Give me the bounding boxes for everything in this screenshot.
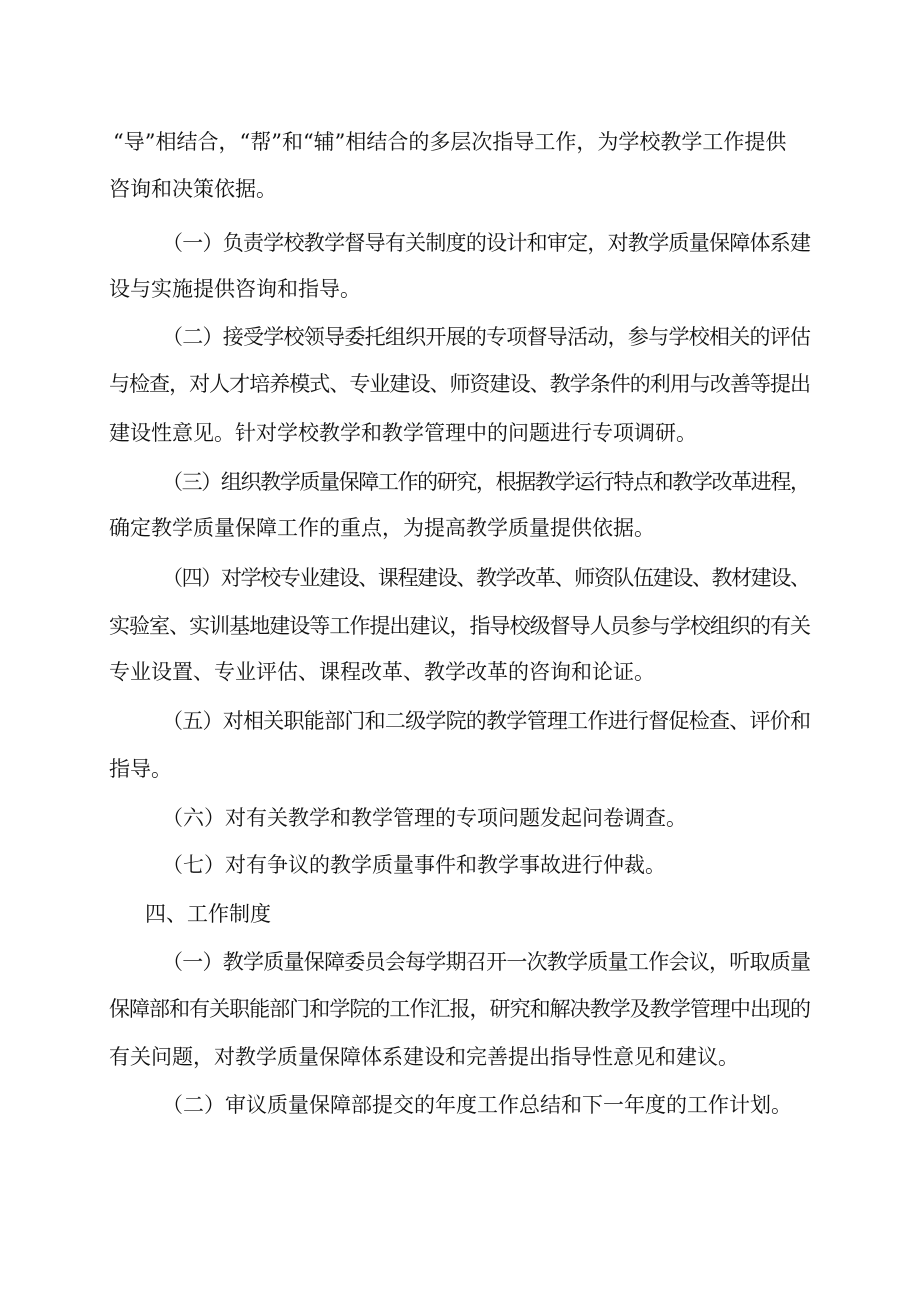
text-line: （三）组织教学质量保障工作的研究，根据教学运行特点和教学改革进程， — [162, 470, 810, 494]
text-line: 指导。 — [109, 757, 172, 781]
text-line: 有关问题，对教学质量保障体系建设和完善提出指导性意见和建议。 — [109, 1045, 739, 1069]
heading-text: 四、工作制度 — [145, 902, 271, 926]
text-line: 实验室、实训基地建设等工作提出建议，指导校级督导人员参与学校组织的有关 — [109, 614, 811, 638]
text-line: 与检查，对人才培养模式、专业建设、师资建设、教学条件的利用与改善等提出 — [109, 372, 811, 396]
text-line: （五）对相关职能部门和二级学院的教学管理工作进行督促检查、评价和 — [162, 709, 811, 733]
text-line: “导”相结合，“帮”和“辅”相结合的多层次指导工作，为学校教学工作提供 — [113, 130, 787, 154]
text-line: （四）对学校专业建设、课程建设、教学改革、师资队伍建设、教材建设、 — [162, 566, 810, 590]
text-line: 咨询和决策依据。 — [109, 177, 277, 201]
text-line: （六）对有关教学和教学管理的专项问题发起问卷调查。 — [162, 806, 687, 830]
text-line: （一）教学质量保障委员会每学期召开一次教学质量工作会议，听取质量 — [162, 950, 811, 974]
text-line: （一）负责学校教学督导有关制度的设计和审定，对教学质量保障体系建 — [162, 231, 811, 255]
text-line: （二）审议质量保障部提交的年度工作总结和下一年度的工作计划。 — [162, 1093, 792, 1117]
text-line: 确定教学质量保障工作的重点，为提高教学质量提供依据。 — [109, 516, 655, 540]
text-line: （二）接受学校领导委托组织开展的专项督导活动，参与学校相关的评估 — [162, 325, 811, 349]
text-line: 保障部和有关职能部门和学院的工作汇报，研究和解决教学及教学管理中出现的 — [109, 997, 811, 1021]
text-line: （七）对有争议的教学质量事件和教学事故进行仲裁。 — [162, 853, 666, 877]
text-line: 设与实施提供咨询和指导。 — [109, 277, 361, 301]
text-line: 建设性意见。针对学校教学和教学管理中的问题进行专项调研。 — [109, 421, 697, 445]
text-line: 专业设置、专业评估、课程改革、教学改革的咨询和论证。 — [109, 660, 655, 684]
